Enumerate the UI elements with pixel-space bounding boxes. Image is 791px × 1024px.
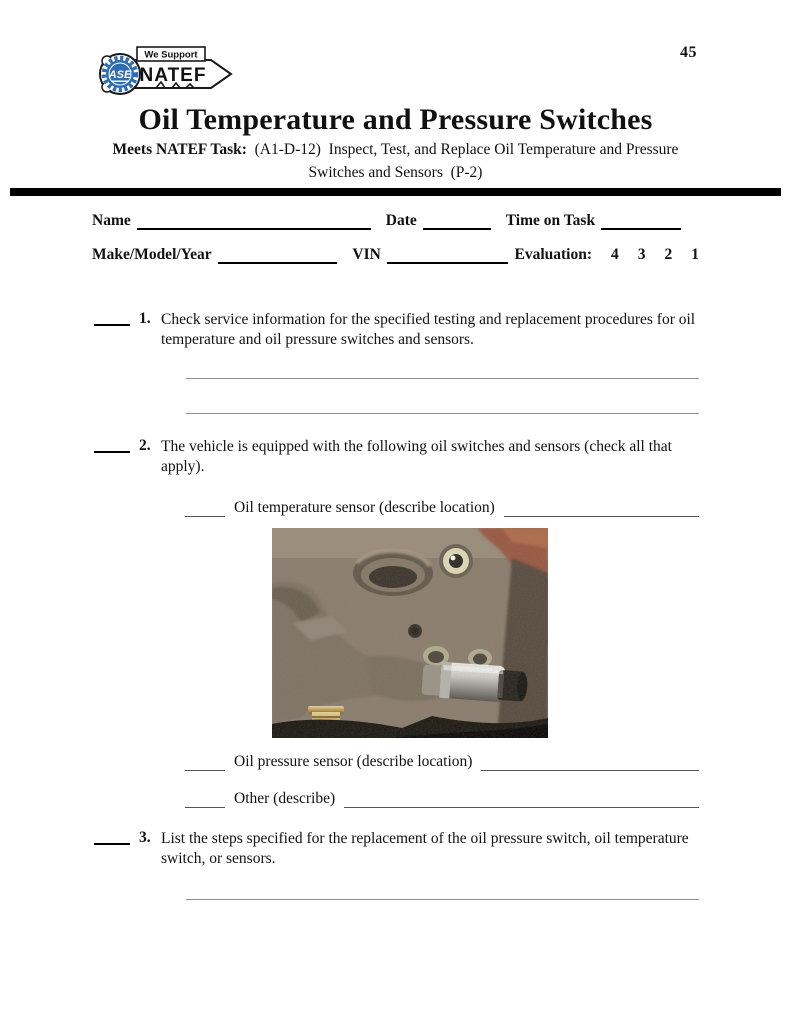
worksheet-content <box>92 212 699 900</box>
other-describe-line <box>344 793 699 808</box>
info-row-2 <box>92 246 699 264</box>
evaluation-value-2: 2 <box>664 246 673 263</box>
task-1-answer-line-2 <box>186 413 699 414</box>
date-blank <box>423 213 491 230</box>
logo-banner-text: We Support <box>144 49 198 61</box>
vin-blank <box>387 247 509 264</box>
task-item-3 <box>94 829 699 870</box>
logo-natef-text: NATEF <box>139 65 207 86</box>
page-title: Oil Temperature and Pressure Switches <box>138 103 653 136</box>
checklist-row-oil-pressure-sensor <box>185 753 699 771</box>
task-1-text: Check service information for the specified testing and replacement procedures for oil temperature and oil pressure switches and sensors. <box>161 311 696 349</box>
oil-pressure-label: Oil pressure sensor (describe location) <box>234 752 473 770</box>
other-check-blank <box>185 793 225 808</box>
header <box>0 103 791 183</box>
task-2-number: 2. <box>139 436 151 454</box>
task-3-check-blank <box>94 829 130 845</box>
oil-temperature-describe-line <box>504 502 699 517</box>
task-1-number: 1. <box>139 310 151 327</box>
info-row-1 <box>92 212 699 230</box>
name-blank <box>137 213 371 230</box>
natef-task-label: Meets NATEF Task: <box>112 141 247 158</box>
page-number: 45 <box>680 44 697 61</box>
make-model-year-blank <box>218 247 338 264</box>
natef-task-rest: (A1-D-12) Inspect, Test, and Replace Oil Temperature and Pressure <box>246 141 679 158</box>
time-on-task-label: Time on Task <box>505 212 596 229</box>
other-label: Other (describe) <box>234 789 336 807</box>
checklist-row-oil-temperature-sensor <box>185 499 699 517</box>
task-3-text: List the steps specified for the replacement of the oil pressure switch, oil temperature switch, or sensors. <box>161 829 689 868</box>
evaluation-value-4: 4 <box>611 246 619 263</box>
task-1-check-blank <box>94 310 130 326</box>
oil-temperature-label: Oil temperature sensor (describe location) <box>234 498 495 516</box>
task-1-answer-line-1 <box>186 378 699 379</box>
evaluation-label: Evaluation: <box>514 246 592 263</box>
thick-divider-rule <box>10 188 781 196</box>
task-item-2 <box>94 437 699 478</box>
ase-gear-label: ASE <box>108 69 132 81</box>
task-2-text: The vehicle is equipped with the following oil switches and sensors (check all that apply). <box>161 437 672 476</box>
oil-temperature-check-blank <box>185 502 225 517</box>
evaluation-scale <box>592 246 699 264</box>
task-item-1 <box>94 310 699 351</box>
evaluation-value-3: 3 <box>637 246 646 263</box>
oil-pressure-check-blank <box>185 756 225 771</box>
date-label: Date <box>385 212 417 229</box>
engine-oil-pressure-sensor-photo <box>272 528 548 738</box>
task-3-answer-line <box>186 899 699 900</box>
natef-task-line2: Switches and Sensors (P-2) <box>308 164 483 182</box>
name-label: Name <box>92 212 131 229</box>
task-3-number: 3. <box>139 828 151 846</box>
vin-label: VIN <box>352 246 381 263</box>
oil-pressure-describe-line <box>481 756 699 771</box>
natef-ase-logo <box>98 45 238 99</box>
checklist-row-other <box>185 790 699 808</box>
make-model-year-label: Make/Model/Year <box>92 246 212 263</box>
task-2-check-blank <box>94 437 130 453</box>
natef-task-line <box>0 140 791 159</box>
time-on-task-blank <box>601 213 681 230</box>
evaluation-value-1: 1 <box>691 246 699 263</box>
